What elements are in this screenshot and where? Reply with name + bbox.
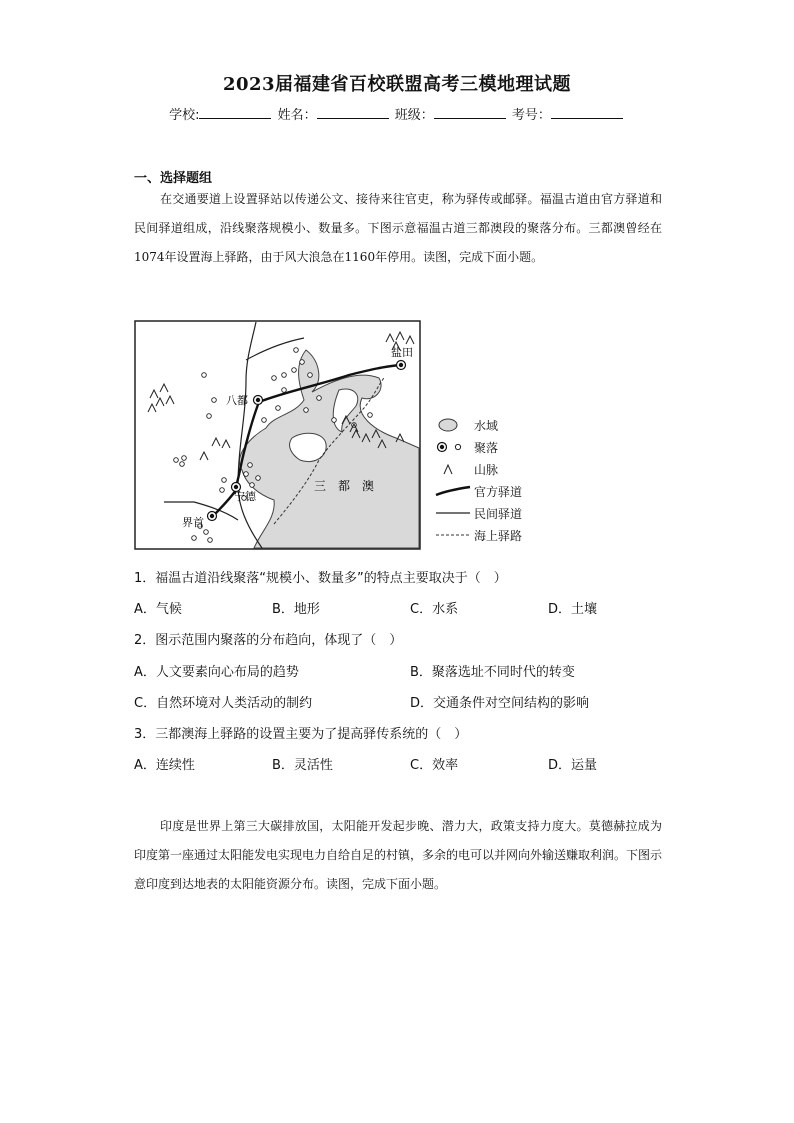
- q2-option-d[interactable]: D．交通条件对空间结构的影响: [410, 696, 590, 711]
- class-label: 班级：: [394, 108, 434, 123]
- q1-option-a[interactable]: A．气候: [134, 602, 182, 617]
- label-jieshou: 界首: [182, 516, 204, 529]
- legend-mountain: 山脉: [434, 459, 554, 479]
- legend-official-road: 官方驿道: [434, 481, 554, 501]
- q1-option-b[interactable]: B．地形: [272, 602, 320, 617]
- official-road-icon: [434, 483, 472, 499]
- q3-option-c[interactable]: C．效率: [410, 758, 459, 773]
- student-info-line: [0, 104, 794, 123]
- settlement-icon: [434, 439, 470, 455]
- legend-civil-road: 民间驿道: [434, 503, 554, 523]
- sandu-ao-map: [134, 320, 421, 550]
- passage-2: 印度是世界上第三大碳排放国，太阳能开发起步晚、潜力大，政策支持力度大。莫德赫拉成为印度第一座通过太阳能发电实现电力自给自足的村镇，多余的电可以并网向外输送赚取利润。下图示意印度到达地表的太阳能资源分布。读图，完成下面小题。: [134, 819, 663, 891]
- exam-title: 2023届福建省百校联盟高考三模地理试题: [222, 74, 572, 95]
- q2-option-a[interactable]: A．人文要素向心布局的趋势: [134, 665, 299, 680]
- q3-option-b[interactable]: B．灵活性: [272, 758, 333, 773]
- label-ningde: 宁德: [234, 490, 256, 503]
- sea-route-icon: [434, 527, 472, 543]
- q1-option-d[interactable]: D．土壤: [548, 602, 598, 617]
- question-2-stem: 2．图示范围内聚落的分布趋向，体现了（ ）: [134, 633, 403, 648]
- q2-option-b[interactable]: B．聚落选址不同时代的转变: [410, 665, 575, 680]
- civil-road-icon: [434, 505, 472, 521]
- q2-option-c[interactable]: C．自然环境对人类活动的制约: [134, 696, 313, 711]
- legend-sea-route: 海上驿路: [434, 525, 554, 545]
- q1-option-c[interactable]: C．水系: [410, 602, 459, 617]
- town-badu: [254, 396, 263, 405]
- legend-water: 水域: [434, 415, 554, 435]
- name-blank[interactable]: [317, 106, 389, 119]
- mountain-icon: [434, 461, 464, 477]
- q3-option-a[interactable]: A．连续性: [134, 758, 195, 773]
- exam-no-blank[interactable]: [551, 106, 623, 119]
- exam-no-label: 考号：: [511, 108, 551, 123]
- water-swatch-icon: [434, 417, 464, 433]
- town-yantian: [397, 361, 406, 370]
- legend-settlement: 聚落: [434, 437, 554, 457]
- name-label: 姓名：: [277, 108, 317, 123]
- passage-1: 在交通要道上设置驿站以传递公文、接待来往官吏，称为驿传或邮驿。福温古道由官方驿道和民间驿道组成，沿线聚落规模小、数量多。下图示意福温古道三都澳段的聚落分布。三都澳曾经在1074年设置海上驿路，由于风大浪急在1160年停用。读图，完成下面小题。: [134, 192, 662, 264]
- label-badu: 八都: [226, 394, 248, 407]
- q3-option-d[interactable]: D．运量: [548, 758, 598, 773]
- label-yantian: 盐田: [391, 346, 413, 359]
- section-heading: 一、选择题组: [134, 171, 213, 186]
- school-label: 学校:: [169, 108, 200, 123]
- question-1-stem: 1．福温古道沿线聚落“规模小、数量多”的特点主要取决于（ ）: [134, 571, 507, 586]
- class-blank[interactable]: [434, 106, 506, 119]
- town-jieshou: [208, 512, 217, 521]
- map-legend: [434, 415, 554, 545]
- label-sandu-ao: 三 都 澳: [314, 479, 375, 493]
- school-blank[interactable]: [199, 106, 271, 119]
- question-3-stem: 3．三都澳海上驿路的设置主要为了提高驿传系统的（ ）: [134, 727, 468, 742]
